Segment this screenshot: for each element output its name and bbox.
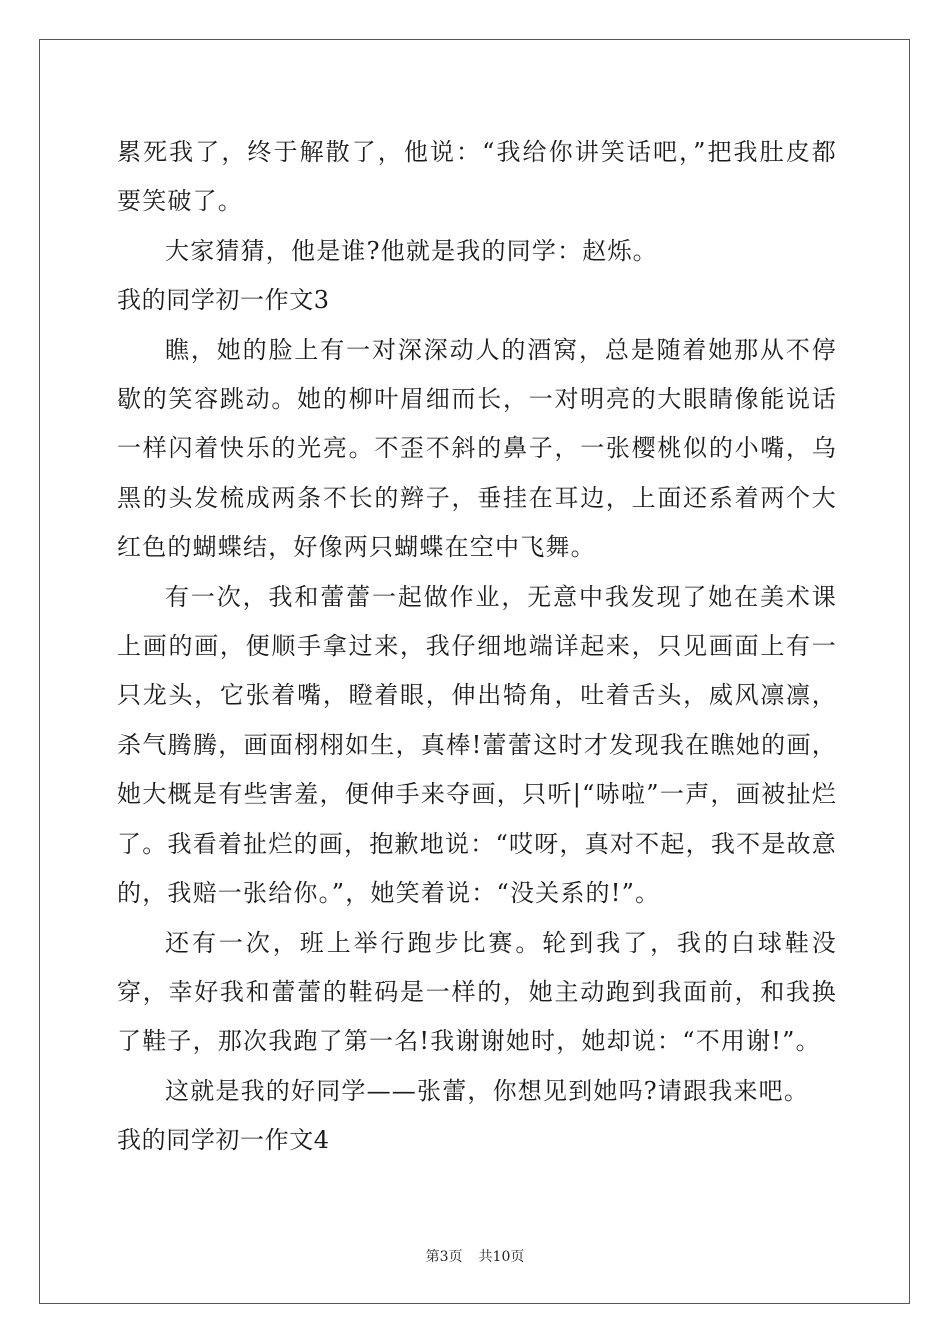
page-total: 共10页: [478, 1249, 525, 1265]
paragraph: 还有一次，班上举行跑步比赛。轮到我了，我的白球鞋没穿，幸好我和蕾蕾的鞋码是一样的，她主动跑到我面前，和我换了鞋子，那次我跑了第一名!我谢谢她时，她却说：“不用谢!”。: [117, 928, 837, 1056]
page-footer: [0, 1246, 950, 1266]
section-heading: 我的同学初一作文3: [117, 286, 330, 315]
page-number: 第3页: [425, 1249, 463, 1265]
document-body: [117, 128, 837, 1166]
paragraph: 有一次，我和蕾蕾一起做作业，无意中我发现了她在美术课上画的画，便顺手拿过来，我仔细地端详起来，只见画面上有一只龙头，它张着嘴，瞪着眼，伸出犄角，吐着舌头，威风凛凛，杀气腾腾，画面栩栩如生，真棒!蕾蕾这时才发现我在瞧她的画，她大概是有些害羞，便伸手来夺画，只听|“哧啦”一声，画被扯烂了。我看着扯烂的画，抱歉地说：“哎呀，真对不起，我不是故意的，我赔一张给你。”，她笑着说：“没关系的!”。: [117, 582, 837, 908]
paragraph: 瞧，她的脸上有一对深深动人的酒窝，总是随着她那从不停歇的笑容跳动。她的柳叶眉细而长，一对明亮的大眼睛像能说话一样闪着快乐的光亮。不歪不斜的鼻子，一张樱桃似的小嘴，乌黑的头发梳成两条不长的辫子，垂挂在耳边，上面还系着两个大红色的蝴蝶结，好像两只蝴蝶在空中飞舞。: [117, 335, 837, 562]
paragraph: 累死我了，终于解散了，他说：“我给你讲笑话吧，”把我肚皮都要笑破了。: [117, 138, 837, 216]
section-heading: 我的同学初一作文4: [117, 1126, 330, 1155]
paragraph: 这就是我的好同学——张蕾，你想见到她吗?请跟我来吧。: [165, 1076, 810, 1105]
paragraph: 大家猜猜，他是谁?他就是我的同学：赵烁。: [165, 236, 658, 265]
